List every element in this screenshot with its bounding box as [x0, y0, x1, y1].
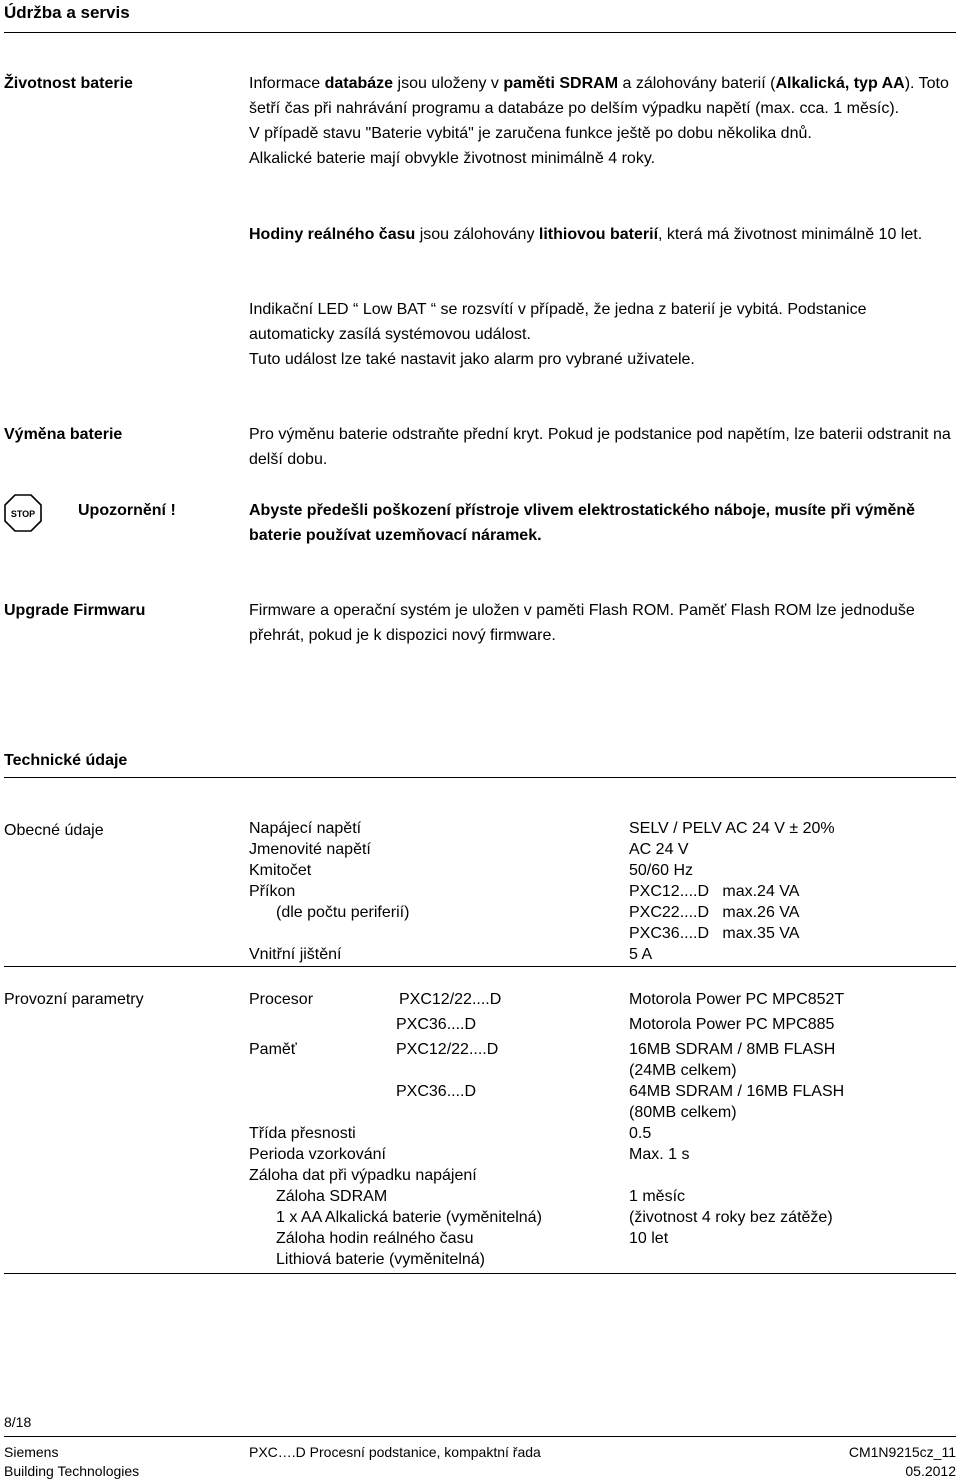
general-row-label: Vnitřní jištění	[249, 946, 342, 963]
cpu1-value: Motorola Power PC MPC852T	[629, 991, 845, 1008]
battery-life-text: Informace databáze jsou uloženy v paměti SDRAM a zálohovány baterií (Alkalická, typ AA). Toto šetří čas při nahrávání programu a databáze po delším výpadku napětí (max. cca. 1 měsíc). V případě stavu "Baterie vybitá" je zaručena funkce ještě po dobu několika dnů. Alkalické baterie mají obvykle životnost minimálně 4 roky.	[249, 75, 949, 167]
memory-label: Paměť	[249, 1041, 297, 1058]
mem1-value: 16MB SDRAM / 8MB FLASH	[629, 1041, 836, 1058]
operating-params-label: Provozní parametry	[4, 991, 144, 1008]
general-row-value: PXC36....D max.35 VA	[629, 925, 800, 942]
cpu2-value: Motorola Power PC MPC885	[629, 1016, 835, 1033]
battery-replace-text: Pro výměnu baterie odstraňte přední kryt. Pokud je podstanice pod napětím, lze baterii odstranit na delší dobu.	[249, 426, 951, 468]
section-heading-battery-life: Životnost baterie	[4, 75, 133, 92]
section-heading-battery-replace: Výměna baterie	[4, 426, 123, 443]
rtc-battery-text: Hodiny reálného času jsou zálohovány lithiovou baterií, která má životnost minimálně 10 let.	[249, 226, 923, 243]
aa-battery-value: (životnost 4 roky bez zátěže)	[629, 1209, 833, 1226]
general-data-rule	[4, 966, 956, 967]
warning-text: Abyste předešli poškození přístroje vlivem elektrostatického náboje, musíte při výměně baterie používat uzemňovací náramek.	[249, 502, 916, 544]
footer-division: Building Technologies	[4, 1463, 140, 1479]
footer-rule	[4, 1436, 956, 1437]
section-heading-firmware: Upgrade Firmwaru	[4, 602, 146, 619]
stop-sign-icon	[4, 494, 42, 532]
mem2-model: PXC36....D	[396, 1083, 477, 1100]
general-row-label: (dle počtu periferií)	[276, 904, 410, 921]
lithium-battery-label: Lithiová baterie (vyměnitelná)	[276, 1251, 485, 1268]
footer-date: 05.2012	[905, 1463, 956, 1479]
general-row-value: PXC22....D max.26 VA	[629, 904, 800, 921]
low-bat-led-text: Indikační LED “ Low BAT “ se rozsvítí v případě, že jedna z baterií je vybitá. Podstanice automaticky zasílá systémovou událost. Tuto událost lze také nastavit jako alarm pro vybrané uživatele.	[249, 301, 867, 368]
sampling-label: Perioda vzorkování	[249, 1146, 386, 1163]
cpu2-model: PXC36....D	[396, 1016, 477, 1033]
cpu1-model: PXC12/22....D	[399, 991, 502, 1008]
aa-battery-label: 1 x AA Alkalická baterie (vyměnitelná)	[276, 1209, 542, 1226]
general-row-value: 50/60 Hz	[629, 862, 694, 879]
general-row-label: Příkon	[249, 883, 296, 900]
firmware-text: Firmware a operační systém je uložen v paměti Flash ROM. Paměť Flash ROM lze jednoduše přehrát, pokud je k dispozici nový firmware.	[249, 602, 915, 644]
header-rule	[4, 32, 956, 33]
mem2-value: 64MB SDRAM / 16MB FLASH	[629, 1083, 845, 1100]
cpu-label: Procesor	[249, 991, 314, 1008]
warning-label: Upozornění !	[78, 502, 176, 519]
general-row-label: Kmitočet	[249, 862, 312, 879]
rtc-backup-value: 10 let	[629, 1230, 669, 1247]
accuracy-value: 0.5	[629, 1125, 652, 1142]
sdram-backup-value: 1 měsíc	[629, 1188, 686, 1205]
general-row-value: SELV / PELV AC 24 V ± 20%	[629, 820, 835, 837]
mem1-value-total: (24MB celkem)	[629, 1062, 737, 1079]
accuracy-label: Třída přesnosti	[249, 1125, 356, 1142]
footer-doc-id: CM1N9215cz_11	[848, 1444, 956, 1460]
general-row-label: Napájecí napětí	[249, 820, 362, 837]
sampling-value: Max. 1 s	[629, 1146, 690, 1163]
operating-params-rule	[4, 1273, 956, 1274]
general-row-value: AC 24 V	[629, 841, 689, 858]
page-title: Údržba a servis	[4, 3, 130, 22]
mem1-model: PXC12/22....D	[396, 1041, 499, 1058]
svg-text:STOP: STOP	[10, 509, 36, 519]
footer-company: Siemens	[4, 1444, 59, 1460]
sdram-backup-label: Záloha SDRAM	[276, 1188, 388, 1205]
section-heading-tech: Technické údaje	[4, 752, 128, 769]
page-number: 8/18	[4, 1414, 32, 1430]
backup-label: Záloha dat při výpadku napájení	[249, 1167, 477, 1184]
mem2-value-total: (80MB celkem)	[629, 1104, 737, 1121]
general-row-value: 5 A	[629, 946, 653, 963]
general-row-label: Jmenovité napětí	[249, 841, 371, 858]
footer-product: PXC….D Procesní podstanice, kompaktní řada	[249, 1444, 541, 1460]
tech-rule	[4, 777, 956, 778]
general-row-value: PXC12....D max.24 VA	[629, 883, 800, 900]
general-data-label: Obecné údaje	[4, 822, 104, 839]
rtc-backup-label: Záloha hodin reálného času	[276, 1230, 474, 1247]
